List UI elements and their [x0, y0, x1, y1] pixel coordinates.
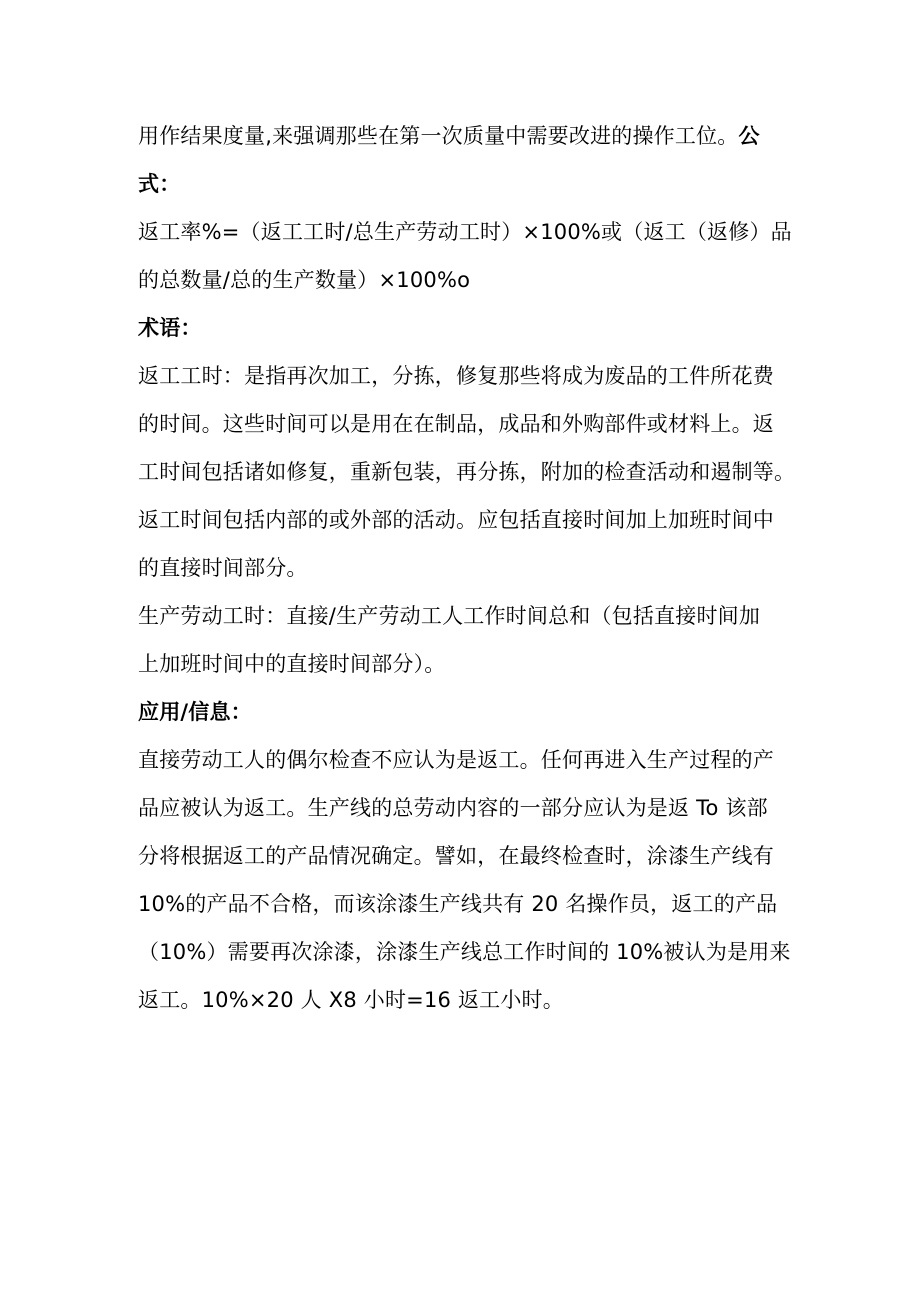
- term-labor-hours-line-1: 生产劳动工时：直接/生产劳动工人工作时间总和（包括直接时间加: [138, 604, 761, 628]
- application-line-1: 直接劳动工人的偶尔检查不应认为是返工。任何再进入生产过程的产: [138, 748, 774, 772]
- application-line-5: （10%）需要再次涂漆，涂漆生产线总工作时间的 10%被认为是用来: [138, 940, 791, 964]
- application-line-6: 返工。10%×20 人 X8 小时=16 返工小时。: [138, 988, 564, 1012]
- formula-heading-part1: 公: [738, 124, 760, 148]
- intro-text: 用作结果度量,来强调那些在第一次质量中需要改进的操作工位。: [138, 124, 739, 148]
- term-rework-hours-line-5: 的直接时间部分。: [138, 556, 308, 580]
- term-rework-hours-line-1: 返工工时：是指再次加工，分拣，修复那些将成为废品的工件所花费: [138, 364, 774, 388]
- terms-heading: 术语：: [138, 316, 202, 340]
- document-body: [138, 112, 796, 1024]
- paragraph-line-intro: [138, 112, 786, 160]
- term-labor-hours-line-2: 上加班时间中的直接时间部分）。: [138, 652, 446, 676]
- formula-line-1: 返工率%=（返工工时/总生产劳动工时）×100%或（返工（返修）品: [138, 220, 792, 244]
- application-heading: 应用/信息：: [138, 700, 252, 724]
- formula-heading: 式：: [138, 172, 181, 196]
- term-rework-hours-line-2: 的时间。这些时间可以是用在在制品，成品和外购部件或材料上。返: [138, 412, 774, 436]
- application-line-3: 分将根据返工的产品情况确定。譬如，在最终检查时，涂漆生产线有: [138, 844, 774, 868]
- application-line-2: 品应被认为返工。生产线的总劳动内容的一部分应认为是返 To 该部: [138, 796, 768, 820]
- term-rework-hours-line-4: 返工时间包括内部的或外部的活动。应包括直接时间加上加班时间中: [138, 508, 774, 532]
- formula-line-2: 的总数量/总的生产数量）×100%o: [138, 268, 471, 292]
- application-line-4: 10%的产品不合格，而该涂漆生产线共有 20 名操作员，返工的产品: [138, 892, 778, 916]
- term-rework-hours-line-3: 工时间包括诸如修复，重新包装，再分拣，附加的检查活动和遏制等。: [138, 460, 796, 484]
